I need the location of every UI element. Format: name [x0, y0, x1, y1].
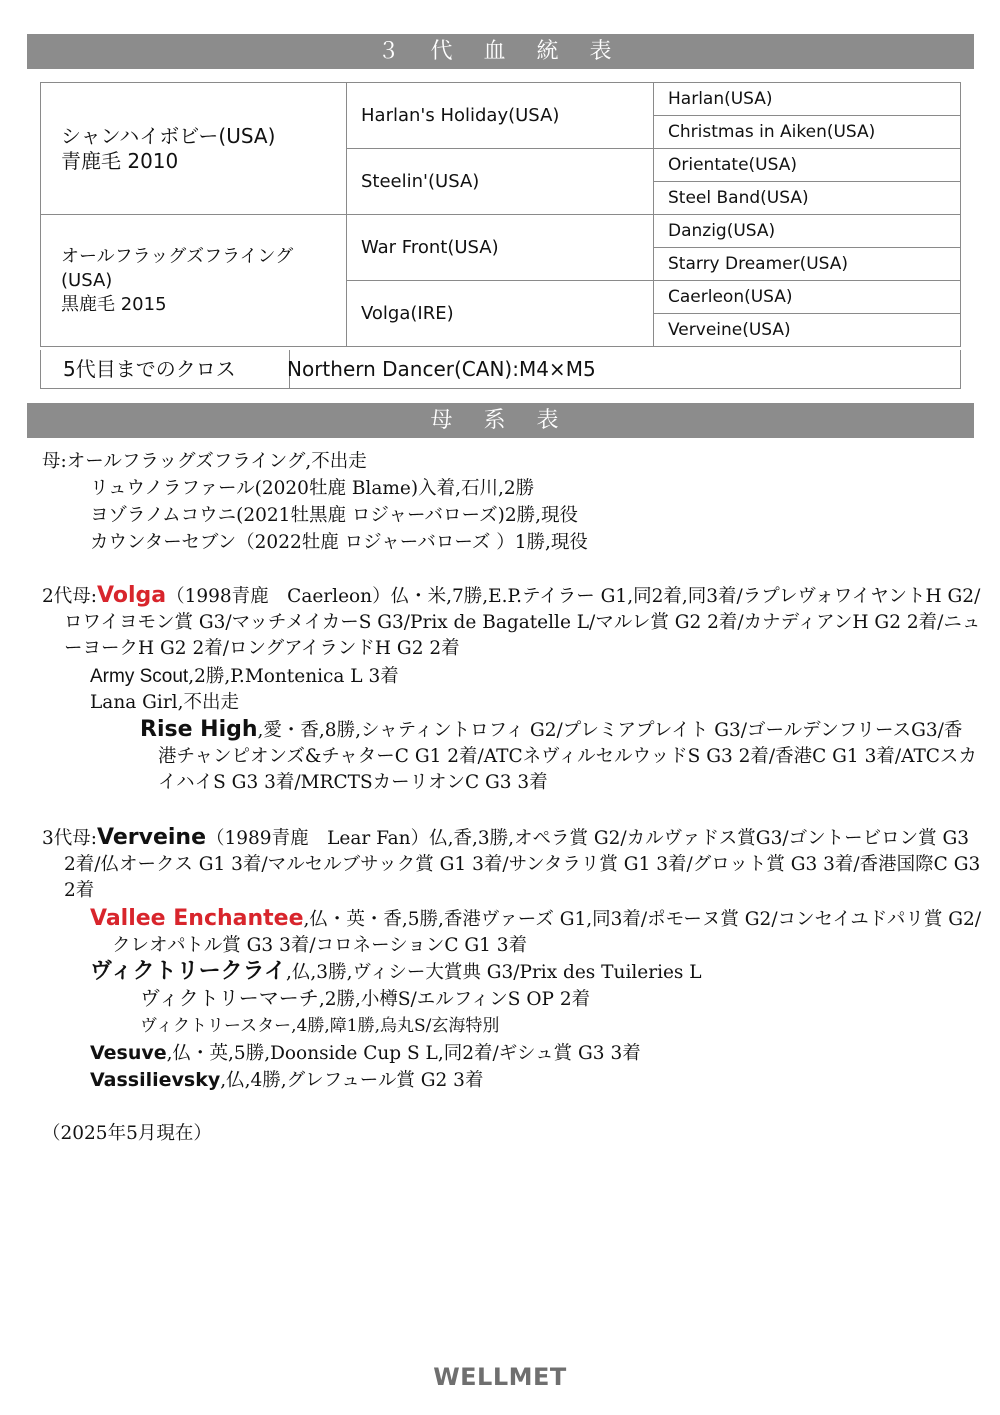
victory-march-entry: [140, 986, 590, 1013]
pedigree-section-header: ３ 代 血 統 表: [27, 34, 974, 69]
victory-star-entry: ヴィクトリースター,4勝,障1勝,烏丸S/玄海特別: [140, 1016, 500, 1036]
vallee-enchantee-record: ,仏・英・香,5勝,香港ヴァーズ G1,同3着/ポモーヌ賞 G2/コンセイユドパリ賞 G2/クレオパトル賞 G3 3着/コロネーションC G1 3着: [112, 909, 982, 956]
second-dam-prefix: 2代母:: [42, 586, 98, 607]
lana-girl-entry: Lana Girl,不出走: [90, 692, 239, 713]
dam-foal-1: リュウノラファール(2020牡鹿 Blame)入着,石川,2勝: [90, 478, 535, 499]
dam-foal-2: ヨゾラノムコウニ(2021牡黒鹿 ロジャーバローズ)2勝,現役: [90, 505, 578, 526]
victory-march-record: ,2勝,小樽S/エルフィンS OP 2着: [318, 989, 591, 1010]
sire-cell: [41, 83, 347, 215]
sire-sire-cell: Harlan's Holiday(USA): [347, 83, 654, 149]
rise-high-name: Rise High: [140, 717, 258, 742]
victory-cry-entry: [90, 959, 702, 986]
army-scout-entry: [90, 664, 399, 690]
sire-dam-dam-cell: Steel Band(USA): [654, 182, 961, 215]
dam-sire-sire-cell: Danzig(USA): [654, 215, 961, 248]
family-section-header: 母 系 表: [27, 403, 974, 438]
dam-dam-cell: Volga(IRE): [347, 281, 654, 347]
third-dam-name: Verveine: [97, 825, 206, 850]
rise-high-entry: [140, 717, 980, 796]
sire-name: シャンハイボビー(USA): [61, 123, 276, 148]
victory-cry-record: ,仏,3勝,ヴィシー大賞典 G3/Prix des Tuileries L: [286, 962, 702, 983]
pedigree-table: [40, 82, 961, 347]
as-of-date: （2025年5月現在）: [42, 1123, 212, 1144]
dam-name-origin: (USA): [61, 269, 113, 291]
inbreeding-cross-row: [40, 350, 961, 389]
cross-label: 5代目までのクロス: [41, 350, 290, 388]
vassilievsky-name: Vassilievsky: [90, 1069, 221, 1091]
sire-sire-dam-cell: Christmas in Aiken(USA): [654, 116, 961, 149]
sire-info: 青鹿毛 2010: [61, 148, 179, 173]
dam-dam-dam-cell: Verveine(USA): [654, 314, 961, 347]
vassilievsky-entry: [90, 1067, 483, 1094]
army-scout-name: Army Scout: [90, 666, 189, 687]
second-dam-record: （1998青鹿 Caerleon）仏・米,7勝,E.P.テイラー G1,同2着,同3着/ラプレヴォワイヤントH G2/ロワイヨモン賞 G3/マッチメイカーS G3/Prix de Bagatelle L/マルレ賞 G2 2着/カナディアンH G2 2着/ニューヨークH G2 2着/ロングアイランドH G2 2着: [64, 586, 981, 659]
dam-cell: [41, 215, 347, 347]
sire-sire-sire-cell: Harlan(USA): [654, 83, 961, 116]
third-dam-record: （1989青鹿 Lear Fan）仏,香,3勝,オペラ賞 G2/カルヴァドス賞G3/ゴントービロン賞 G3 2着/仏オークス G1 3着/マルセルブサック賞 G1 3着/サンタラリ賞 G1 3着/グロット賞 G3 3着/香港国際C G3 2着: [64, 828, 981, 901]
dam-sire-dam-cell: Starry Dreamer(USA): [654, 248, 961, 281]
dam-name: オールフラッグズフライング: [61, 245, 294, 267]
victory-cry-name: ヴィクトリークライ: [90, 959, 287, 984]
dam-dam-sire-cell: Caerleon(USA): [654, 281, 961, 314]
vesuve-record: ,仏・英,5勝,Doonside Cup S L,同2着/ギシュ賞 G3 3着: [166, 1043, 641, 1064]
vassilievsky-record: ,仏,4勝,グレフュール賞 G2 3着: [220, 1070, 484, 1091]
second-dam-name: Volga: [97, 583, 167, 608]
dam-foal-3: カウンターセブン（2022牡鹿 ロジャーバローズ ）1勝,現役: [90, 532, 588, 553]
third-dam-prefix: 3代母:: [42, 828, 98, 849]
brand-logo: WELLMET: [433, 1363, 567, 1391]
dam-sire-cell: War Front(USA): [347, 215, 654, 281]
rise-high-record: ,愛・香,8勝,シャティントロフィ G2/プレミアプレイト G3/ゴールデンフリースG3/香港チャンピオンズ&チャターC G1 2着/ATCネヴィルセルウッドS G3 2着/香港C G1 3着/ATCスカイハイS G3 3着/MRCTSカーリオンC G3 3着: [158, 720, 977, 793]
cross-value: Northern Dancer(CAN):M4×M5: [287, 357, 596, 381]
dam-line: 母:オールフラッグズフライング,不出走: [42, 451, 367, 472]
dam-info: 黒鹿毛 2015: [61, 293, 167, 315]
army-scout-record: ,2勝,P.Montenica L 3着: [188, 666, 399, 687]
sire-dam-cell: Steelin'(USA): [347, 149, 654, 215]
sire-dam-sire-cell: Orientate(USA): [654, 149, 961, 182]
second-dam-entry: [42, 583, 984, 662]
third-dam-entry: [42, 825, 984, 904]
vallee-enchantee-entry: [90, 906, 984, 959]
victory-march-name: ヴィクトリーマーチ: [140, 988, 319, 1010]
vallee-enchantee-name: Vallee Enchantee: [90, 906, 304, 931]
vesuve-entry: [90, 1040, 641, 1067]
vesuve-name: Vesuve: [90, 1042, 167, 1064]
